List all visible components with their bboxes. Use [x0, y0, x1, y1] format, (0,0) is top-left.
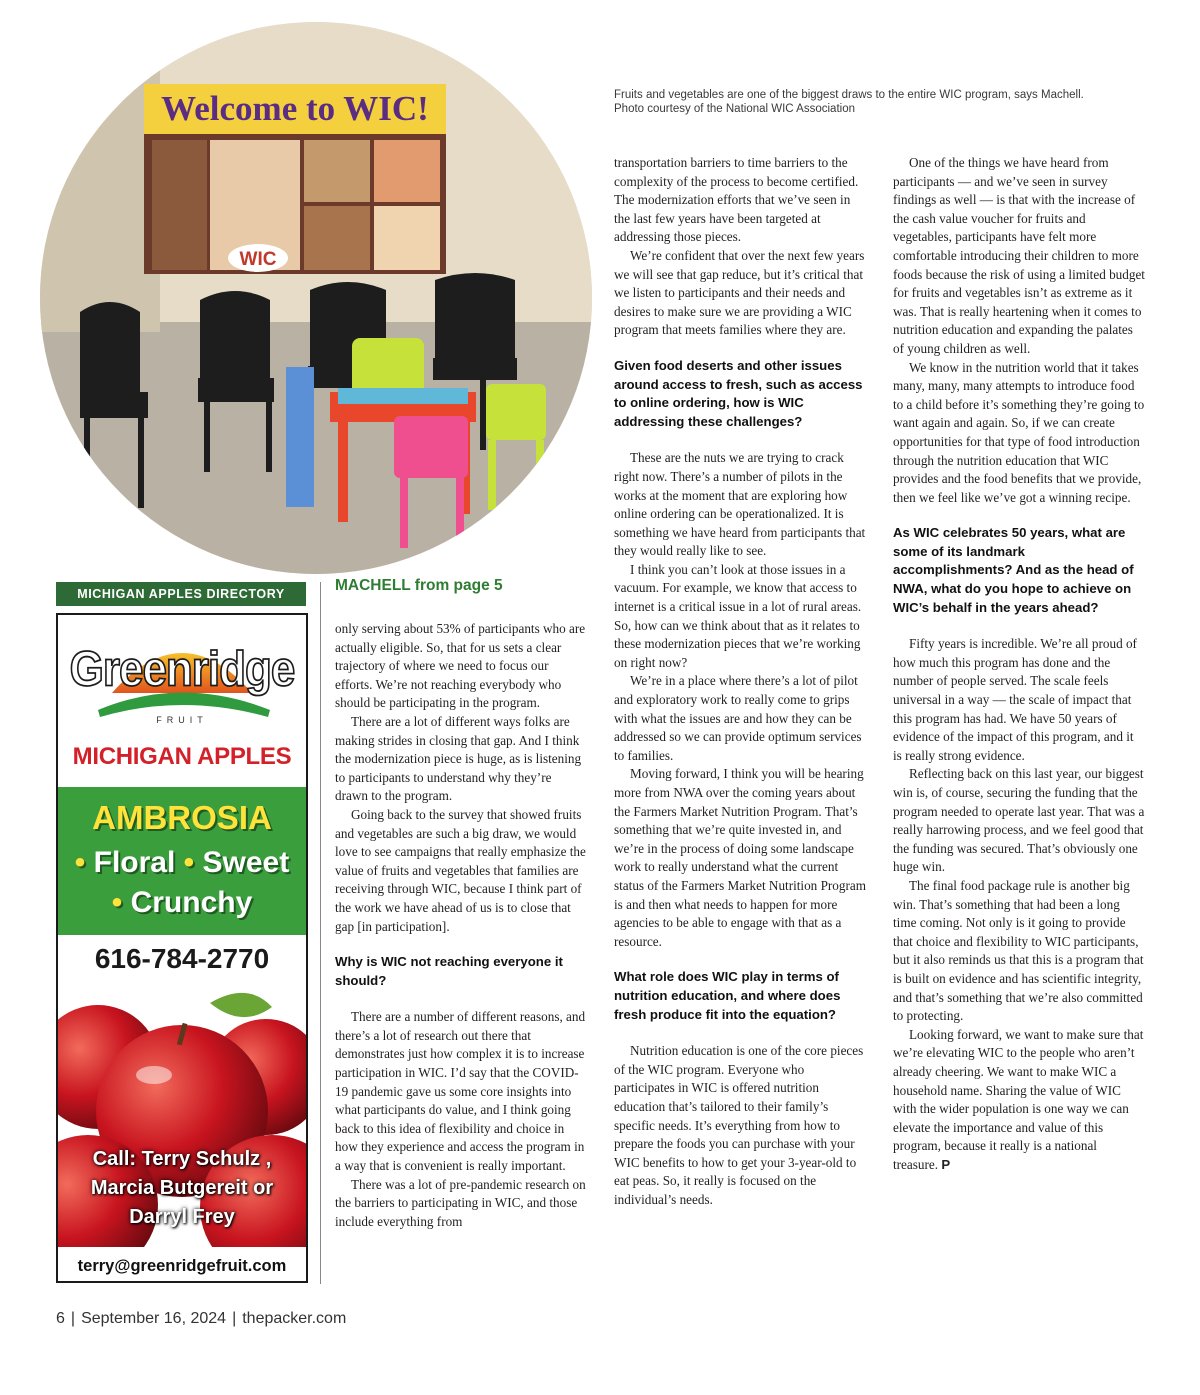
- paragraph: I think you can’t look at those issues in a vacuum. For example, we know that access to internet is a critical issue in a lot of rural areas. So, how can we think about that as it relates to these modernization pieces that we’re working on right now?: [614, 561, 862, 670]
- paragraph: One of the things we have heard from participants — and we’ve seen in survey findings as well — is that with the increase of the cash value voucher for fruits and vegetables, participants have felt more comfortable introducing their children to more foods because the risk of using a limited budget for fruits and vegetables isn’t as extreme as it was. That is really heartening when it comes to nutrition education and expanding the palates of young children as well.: [893, 155, 1145, 356]
- paragraph: transportation barriers to time barriers to the complexity of the process to become certified. The modernization efforts that we’ve seen in the last few years have been targeted at addressing those pieces.: [614, 155, 859, 245]
- issue-date: September 16, 2024: [81, 1310, 227, 1327]
- brand-subtitle: FRUIT: [156, 715, 208, 725]
- question-heading: Given food deserts and other issues around access to fresh, such as access to online ordering, how is WIC addressing these challenges?: [614, 357, 863, 429]
- page-footer: [56, 1310, 346, 1328]
- directory-heading: MICHIGAN APPLES DIRECTORY: [56, 582, 306, 606]
- greenridge-ad[interactable]: [56, 613, 308, 1283]
- ad-email[interactable]: terry@greenridgefruit.com: [77, 1257, 287, 1275]
- paragraph-text: Looking forward, we want to make sure that we’re elevating WIC to the people who aren’t already cheering. We want to make WIC a household name. Sharing the value of WIC with the wider population is one way we can elevate the importance and value of this program, because it really is a national treasure.: [893, 1026, 1144, 1172]
- paragraph: These are the nuts we are trying to crack right now. There’s a number of pilots in the works at the moment that are exploring how online ordering can be operationalized. It is something we have heard from participants that they would really like to see.: [614, 450, 866, 559]
- bullet-icon: •: [183, 846, 195, 879]
- question-heading: What role does WIC play in terms of nutrition education, and where does fresh produce fit into the equation?: [614, 969, 841, 1022]
- poster-logo-text: WIC: [239, 249, 277, 270]
- page-number: 6: [56, 1310, 65, 1327]
- trait-crunchy: Crunchy: [130, 886, 253, 919]
- variety-panel: [58, 787, 306, 935]
- article-column-2: [614, 154, 868, 1209]
- paragraph: We’re confident that over the next few years we will see that gap reduce, but it’s critical that we listen to participants and their needs and desires to make sure we are providing a WIC program that meets families where they are.: [614, 247, 865, 338]
- column-divider: [320, 582, 321, 1284]
- poster-sign-text: Welcome to WIC!: [161, 89, 429, 128]
- paragraph: Moving forward, I think you will be hearing more from NWA over the coming years about the Farmers Market Nutrition Program. That’s something that we’re quite invested in, and we’re in the process of doing some landscape work to really understand what the current status of the Farmers Market Nutrition Program is and then what needs to happen for more agencies to be able to engage with that as a resource.: [614, 766, 866, 949]
- call-line-1: Call: Terry Schulz ,: [92, 1148, 272, 1170]
- site-link[interactable]: thepacker.com: [242, 1310, 347, 1327]
- waiting-room-illustration: [40, 22, 592, 574]
- paragraph: [893, 1026, 1145, 1175]
- trait-floral: Floral: [93, 846, 176, 879]
- call-line-3: Darryl Frey: [129, 1206, 235, 1228]
- article-column-1: [335, 620, 587, 1231]
- separator: |: [232, 1310, 237, 1327]
- paragraph: Reflecting back on this last year, our biggest win is, of course, securing the funding that the program needed to operate last year. That was a really harrowing process, and we feel good that the funding was secured. That’s obviously one huge win.: [893, 766, 1145, 875]
- separator: |: [70, 1310, 76, 1327]
- caption-credit: Photo courtesy of the National WIC Association: [614, 103, 855, 115]
- variety-name: AMBROSIA: [92, 799, 272, 836]
- ad-phone[interactable]: 616-784-2770: [94, 943, 270, 974]
- paragraph: There are a number of different reasons, and there’s a lot of research out there that demonstrates just how complex it is to increase participation in WIC. I’d say that the COVID-19 pandemic gave us some core insights into what participants do value, and I think going back to this idea of flexibility and choice in how they experience and access the program in a way that is convenient is really important.: [335, 1009, 586, 1174]
- paragraph: There are a lot of different ways folks are making strides in closing that gap. And I think the modernization piece is huge, as is listening to participants to understand why they’re drawn to the program.: [335, 713, 582, 804]
- paragraph: We know in the nutrition world that it takes many, many, many attempts to introduce food to a child before it’s something they’re going to want again and again. So, if we can create opportunities for that type of food introduction through the nutrition education that WIC provides and the food benefits that we provide, then we feel like we’ve got a winning recipe.: [893, 359, 1145, 505]
- bullet-icon: •: [74, 846, 86, 879]
- brand-name: Greenridge: [69, 642, 295, 697]
- paragraph: The final food package rule is another big win. That’s something that had been a long time coming. Not only is it going to provide that choice and flexibility to WIC participants, but it also reminds us that this is a program that is built on evidence and has scientific integrity, and that’s something that we’re also committed to protecting.: [893, 877, 1144, 1024]
- paragraph: only serving about 53% of participants who are actually eligible. So, that for us sets a clear trajectory of where we need to focus our efforts. We’re not reaching everybody who should be participating in the program.: [335, 621, 586, 711]
- question-heading: As WIC celebrates 50 years, what are some of its landmark accomplishments? And as the head of NWA, what do you hope to achieve on WIC’s behalf in the years ahead?: [893, 525, 1134, 615]
- call-line-2: Marcia Butgereit or: [90, 1177, 274, 1199]
- bullet-icon: •: [111, 886, 123, 919]
- ad-contacts: [58, 1145, 306, 1232]
- paragraph: Going back to the survey that showed fruits and vegetables are such a big draw, we would love to see campaigns that really emphasize the value of fruits and vegetables that families are receiving through WIC, because I think part of the work we have ahead of us is to close that gap [in participation].: [335, 806, 586, 934]
- paragraph: Fifty years is incredible. We’re all proud of how much this program has done and the number of people served. The scale feels universal in a way — the scale of impact that this program has had. We have 50 years of evidence of the impact of this program, and it is really strong evidence.: [893, 636, 1137, 763]
- question-heading: Why is WIC not reaching everyone it should?: [335, 954, 563, 988]
- variety-traits: [58, 843, 306, 923]
- ad-headline: MICHIGAN APPLES: [72, 743, 292, 770]
- paragraph: We’re in a place where there’s a lot of pilot and exploratory work to really come to grips with what the issues are and how they can be addressed so we can provide optimum services to families.: [614, 673, 862, 763]
- paragraph: There was a lot of pre-pandemic research on the barriers to participating in WIC, and those include everything from: [335, 1176, 586, 1229]
- wic-office-photo: [40, 22, 592, 574]
- trait-sweet: Sweet: [202, 846, 290, 879]
- end-mark: P: [941, 1156, 951, 1172]
- photo-caption: [614, 88, 1174, 116]
- caption-text: Fruits and vegetables are one of the biggest draws to the entire WIC program, says Machell.: [614, 89, 1084, 101]
- paragraph: Nutrition education is one of the core pieces of the WIC program. Everyone who participates in WIC is offered nutrition education that’s tailored to their family’s specific needs. It’s everything from how to prepare the foods you can purchase with your WIC benefits to how to get your 3-year-old to eat peas. So, it really is focused on the individual’s needs.: [614, 1043, 864, 1207]
- article-column-3: [893, 154, 1145, 1174]
- jump-heading: MACHELL from page 5: [335, 577, 503, 594]
